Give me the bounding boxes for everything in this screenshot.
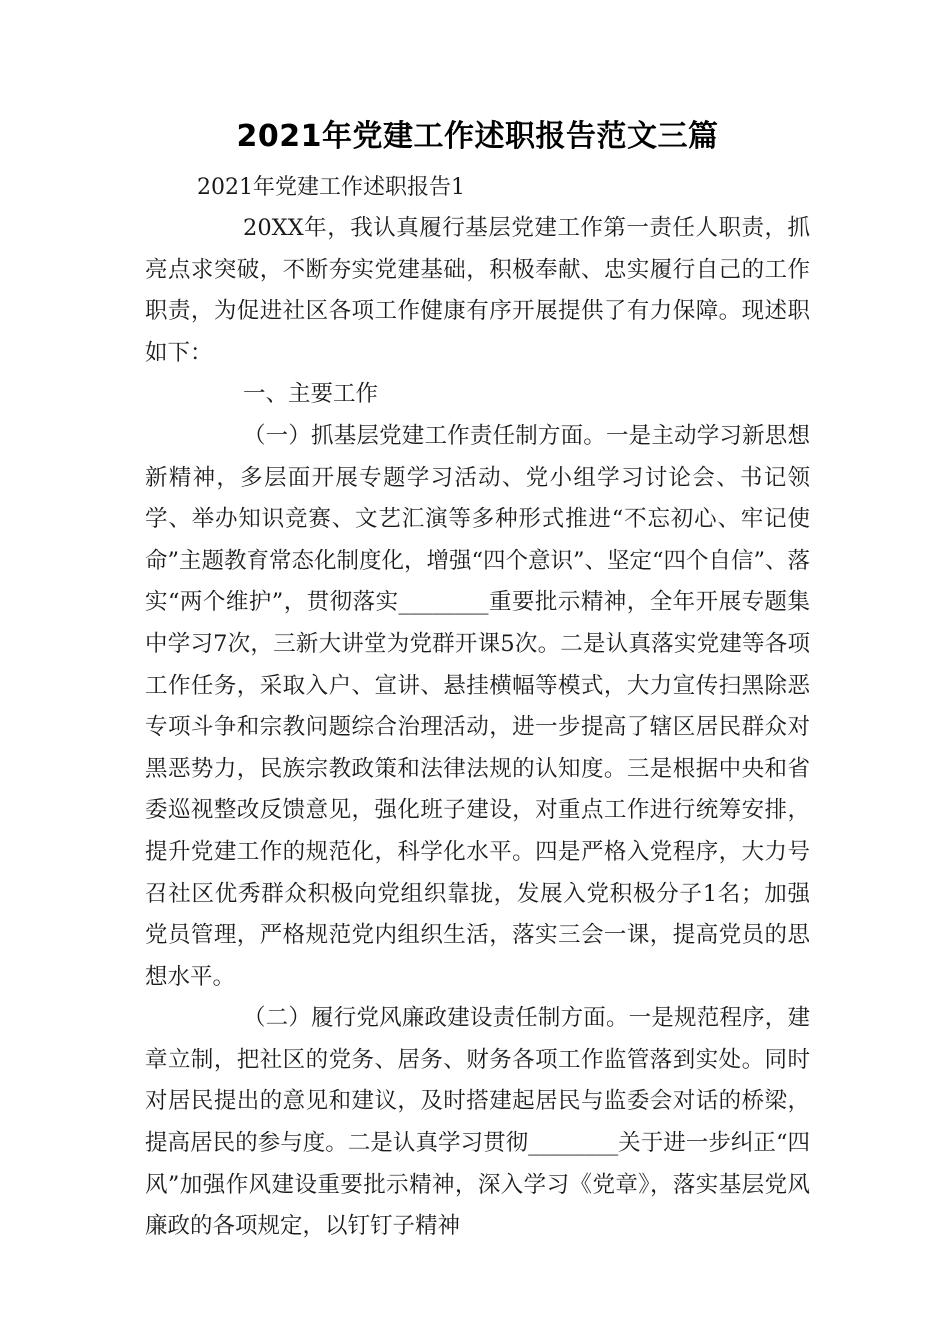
document-page [145,112,810,1248]
document-title: 2021年党建工作述职报告范文三篇 [236,119,719,154]
report-subtitle: 2021年党建工作述职报告1 [197,175,465,200]
paragraph-intro: 20XX年，我认真履行基层党建工作第一责任人职责，抓亮点求突破，不断夯实党建基础，积极奉献、忠实履行自己的工作职责，为促进社区各项工作健康有序开展提供了有力保障。现述职如下： [145,215,810,366]
paragraph-integrity: （二）履行党风廉政建设责任制方面。一是规范程序，建章立制，把社区的党务、居务、财务各项工作监管落到实处。同时对居民提出的意见和建议，及时搭建起居民与监委会对话的桥梁，提高居民的参与度。二是认真学习贯彻________关于进一步纠正“四风”加强作风建设重要批示精神，深入学习《党章》，落实基层党风廉政的各项规定，以钉钉子精神 [145,1005,810,1240]
paragraph-party-building: （一）抓基层党建工作责任制方面。一是主动学习新思想新精神，多层面开展专题学习活动、党小组学习讨论会、书记领学、举办知识竞赛、文艺汇演等多种形式推进“不忘初心、牢记使命”主题教育常态化制度化，增强“四个意识”、坚定“四个自信”、落实“两个维护”，贯彻落实________重要批示精神，全年开展专题集中学习7次，三新大讲堂为党群开课5次。二是认真落实党建等各项工作任务，采取入户、宣讲、悬挂横幅等模式，大力宣传扫黑除恶专项斗争和宗教问题综合治理活动，进一步提高了辖区居民群众对黑恶势力，民族宗教政策和法律法规的认知度。三是根据中央和省委巡视整改反馈意见，强化班子建设，对重点工作进行统筹安排，提升党建工作的规范化，科学化水平。四是严格入党程序，大力号召社区优秀群众积极向党组织靠拢，发展入党积极分子1名；加强党员管理，严格规范党内组织生活，落实三会一课，提高党员的思想水平。 [145,422,811,990]
section-heading-main-work: 一、主要工作 [243,381,379,408]
